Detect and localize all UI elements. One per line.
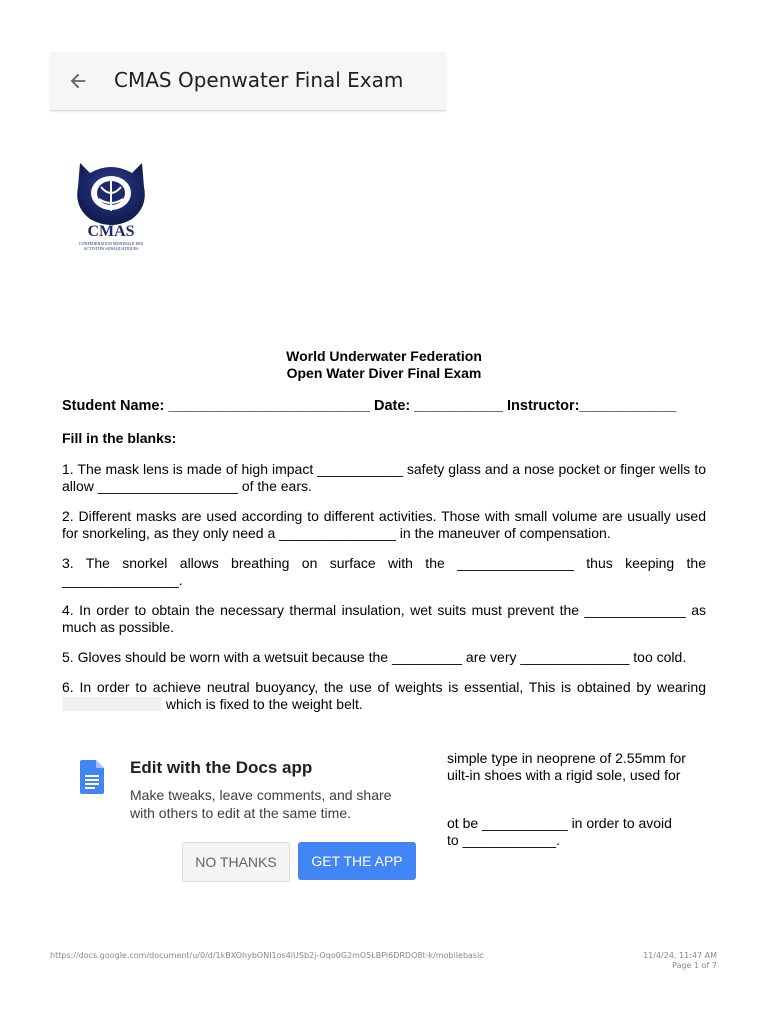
- promo-description: Make tweaks, leave comments, and share with others to edit at the same time.: [130, 787, 392, 821]
- exam-heading-line1: World Underwater Federation: [286, 348, 482, 364]
- svg-text:CONFÉDÉRATION MONDIALE DES: CONFÉDÉRATION MONDIALE DES: [79, 241, 143, 246]
- exam-heading-line2: Open Water Diver Final Exam: [286, 365, 482, 381]
- page-url: https://docs.google.com/document/u/0/d/1kBXOhybONI1os4iUSb2j-Oqo0G2mO5LBPi6DRDO8t-k/mobilebasic: [50, 951, 484, 960]
- question-7-fragment-2: uilt-in shoes with a rigid sole, used for: [447, 767, 681, 783]
- docs-app-promo: [50, 738, 446, 898]
- promo-title: Edit with the Docs app: [130, 758, 313, 777]
- student-info-row: Student Name: _________________________ Date: ___________ Instructor:____________: [62, 398, 677, 414]
- arrow-back-icon[interactable]: [67, 70, 89, 92]
- app-bar: [50, 52, 446, 111]
- print-meta: [610, 951, 717, 971]
- blank-highlight: [62, 697, 162, 711]
- google-docs-icon: [80, 760, 104, 794]
- get-the-app-button[interactable]: GET THE APP: [298, 842, 416, 880]
- question-6: [62, 679, 706, 713]
- page-number: Page 1 of 7: [672, 961, 717, 970]
- question-2: 2. Different masks are used according to different activities. Those with small volume are usually used for snorkeling, as they only need a _______________ in the maneuver of compensation.: [62, 508, 706, 541]
- question-6-part1: 6. In order to achieve neutral buoyancy, the use of weights is essential, This is obtained by wearing: [62, 679, 706, 695]
- question-4: 4. In order to obtain the necessary thermal insulation, wet suits must prevent the _____________ as much as possible.: [62, 602, 706, 635]
- fill-in-blanks-title: Fill in the blanks:: [62, 430, 177, 446]
- no-thanks-button[interactable]: NO THANKS: [182, 842, 290, 882]
- svg-text:ACTIVITÉS SUBAQUATIQUES: ACTIVITÉS SUBAQUATIQUES: [83, 246, 139, 251]
- question-8-fragment-2: to ____________.: [447, 832, 560, 848]
- svg-text:CMAS: CMAS: [87, 223, 135, 240]
- document-body: [62, 348, 706, 713]
- question-5: 5. Gloves should be worn with a wetsuit because the _________ are very ______________ too cold.: [62, 649, 687, 665]
- question-8-fragment-1: ot be ___________ in order to avoid: [447, 815, 672, 831]
- question-7-fragment-1: simple type in neoprene of 2.55mm for: [447, 750, 686, 766]
- question-3: 3. The snorkel allows breathing on surface with the _______________ thus keeping the _______________.: [62, 555, 706, 588]
- question-6-part2: which is fixed to the weight belt.: [165, 696, 363, 712]
- cmas-logo: [68, 157, 154, 253]
- question-1: 1. The mask lens is made of high impact ___________ safety glass and a nose pocket or finger wells to allow __________________ of the ears.: [62, 461, 706, 494]
- document-title: CMAS Openwater Final Exam: [114, 68, 404, 92]
- print-datetime: 11/4/24, 11:47 AM: [643, 951, 717, 960]
